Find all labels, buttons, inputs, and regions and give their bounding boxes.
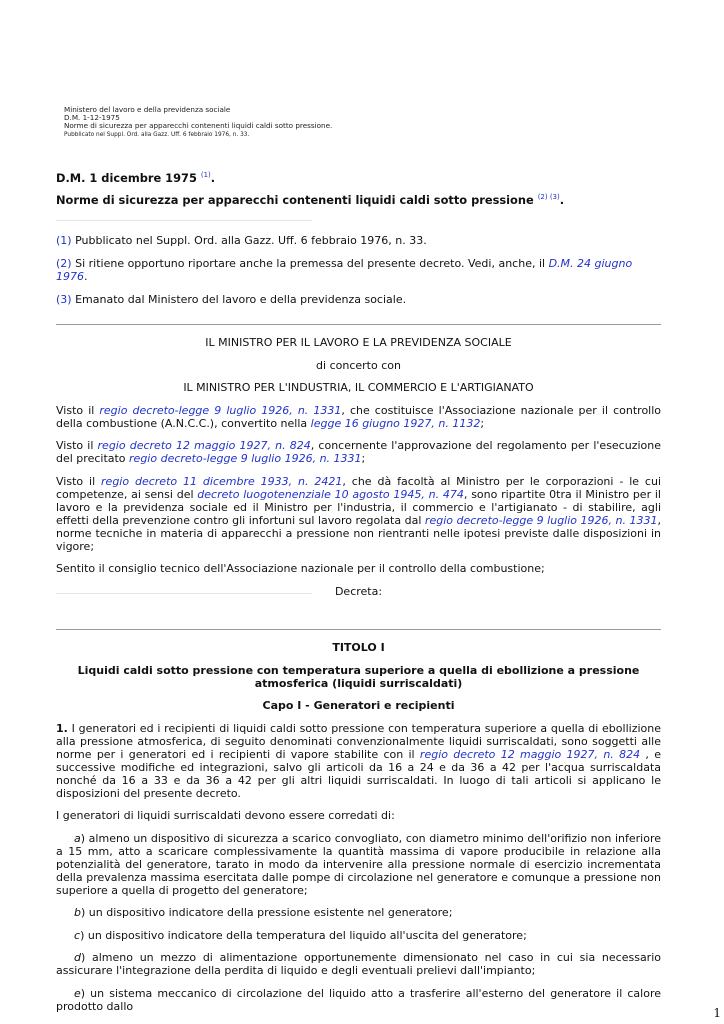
law-link[interactable]: regio decreto-legge 9 luglio 1926, n. 1331	[424, 513, 658, 527]
law-link[interactable]: decreto luogotenenziale 10 agosto 1945, n. 474	[197, 487, 464, 501]
header-ministry: Ministero del lavoro e della previdenza sociale	[64, 105, 231, 114]
divider	[56, 324, 661, 325]
titolo-section	[56, 641, 661, 1022]
law-link[interactable]: regio decreto-legge 9 luglio 1926, n. 1331	[129, 452, 362, 465]
visto-paragraph: Visto il regio decreto 12 maggio 1927, n. 824, concernente l'approvazione del regolamento per l'esecuzione del precitato regio decreto-legge 9 luglio 1926, n. 1331;	[56, 439, 662, 465]
header-subject: Norme di sicurezza per apparecchi contenenti liquidi caldi sotto pressione.	[64, 121, 333, 131]
footnote-ref[interactable]: (1)	[200, 171, 211, 179]
footnote-ref[interactable]: (2) (3)	[537, 193, 560, 201]
list-item: d) almeno un mezzo di alimentazione opportunemente dimensionato nel caso in cui sia necessario assicurare l'integrazione della perdita di liquido e degli eventuali prelievi dall'impianto;	[56, 951, 661, 977]
divider	[56, 593, 312, 594]
visto-paragraph: Visto il regio decreto 11 dicembre 1933, n. 2421, che dà facoltà al Ministro per le corporazioni - le cui competenze, ai sensi del decreto luogotenenziale 10 agosto 1945, n. 474, sono ripartite 0tra il Ministro per il lavoro e la previdenza sociale ed il Ministro per l'industria, il commercio e l'artigianato - di stabilire, agli effetti della prevenzione contro gli infortuni sul lavoro regolata dal regio decreto-legge 9 luglio 1926, n. 1331, norme tecniche in materia di apparecchi a pressione non rientranti nelle ipotesi previste dalle disposizioni in vigore;	[56, 474, 662, 553]
law-link[interactable]: legge 16 giugno 1927, n. 1132	[310, 416, 481, 430]
sentito-paragraph: Sentito il consiglio tecnico dell'Associazione nazionale per il controllo della combustione;	[56, 562, 545, 575]
law-link[interactable]: regio decreto 11 dicembre 1933, n. 2421	[101, 474, 343, 488]
footnotes	[56, 234, 661, 316]
page-number: 1	[713, 1006, 721, 1020]
visto-paragraph: Visto il regio decreto-legge 9 luglio 1926, n. 1331, che costituisce l'Associazione nazionale per il controllo della combustione (A.N.C.C.), convertito nella legge 16 giugno 1927, n. 1132;	[56, 403, 662, 430]
footnote-2: (2) Si ritiene opportuno riportare anche la premessa del presente decreto. Vedi, anche, il D.M. 24 giugno 1976.	[56, 257, 633, 283]
list-item: b) un dispositivo indicatore della pressione esistente nel generatore;	[74, 906, 453, 919]
titolo-subtitle: Liquidi caldi sotto pressione con temperatura superiore a quella di ebollizione a pressione atmosferica (liquidi surriscaldati)	[77, 663, 640, 690]
article-number: 1.	[56, 721, 68, 735]
minister-heading: IL MINISTRO PER L'INDUSTRIA, IL COMMERCIO E L'ARTIGIANATO	[183, 381, 534, 394]
divider	[56, 629, 661, 630]
document-header	[64, 106, 332, 139]
preamble	[56, 336, 661, 607]
capo-heading: Capo I - Generatori e recipienti	[262, 699, 455, 712]
footnote-1: (1) Pubblicato nel Suppl. Ord. alla Gazz. Uff. 6 febbraio 1976, n. 33.	[56, 234, 427, 247]
law-link[interactable]: regio decreto-legge 9 luglio 1926, n. 1331	[99, 403, 342, 417]
header-publication: Pubblicato nel Suppl. Ord. alla Gazz. Uff. 6 febbraio 1976, n. 33.	[64, 131, 250, 138]
minister-heading: IL MINISTRO PER IL LAVORO E LA PREVIDENZA SOCIALE	[205, 336, 512, 349]
header-decree-code: D.M. 1-12-1975	[64, 113, 120, 123]
list-item: a) almeno un dispositivo di sicurezza a scarico convogliato, con diametro minimo dell'orifizio non inferiore a 15 mm, atto a scaricare complessivamente la quantità massima di vapore producibile in relazione alla potenzialità del generatore, tarato in modo da intervenire alla pressione normale di esercizio incrementata della prevalenza massima esercitata dalle pompe di circolazione nel generatore e comunque a pressione non superiore a quella di progetto del generatore;	[56, 831, 661, 897]
law-link[interactable]: regio decreto 12 maggio 1927, n. 824	[419, 747, 641, 761]
decree-subject: Norme di sicurezza per apparecchi contenenti liquidi caldi sotto pressione $^{(2) (3)}$.	[56, 193, 565, 207]
link-dm-24-giugno-1976[interactable]: D.M. 24 giugno 1976	[56, 257, 633, 283]
decreta-text: Decreta:	[334, 584, 383, 598]
footnote-3: (3) Emanato dal Ministero del lavoro e della previdenza sociale.	[56, 293, 407, 306]
list-item: c) un dispositivo indicatore della temperatura del liquido all'uscita del generatore;	[74, 928, 527, 942]
article-1: 1. I generatori ed i recipienti di liquidi caldi sotto pressione con temperatura superiore a quella di ebollizione alla pressione atmosferica, di seguito denominati convenzionalmente liquidi surriscaldati, sono soggetti alle norme per i generatori ed i recipienti di vapore stabilite con il regio decreto 12 maggio 1927, n. 824 , e successive modifiche ed integrazioni, salvo gli articoli da 16 a 24 e da 36 a 42 per l'acqua surriscaldata nonché da 16 a 33 e da 36 a 42 per gli altri liquidi surriscaldati. In luogo di tali articoli si applicano le disposizioni del presente decreto.	[56, 721, 661, 800]
concert-text: di concerto con	[316, 358, 401, 372]
article-intro: I generatori di liquidi surriscaldati devono essere corredati di:	[56, 809, 395, 822]
titolo-heading: TITOLO I	[332, 641, 385, 654]
law-link[interactable]: regio decreto 12 maggio 1927, n. 824	[97, 439, 311, 452]
list-item: e) un sistema meccanico di circolazione del liquido atto a trasferire all'esterno del generatore il calore prodotto dallo	[56, 986, 661, 1013]
decree-title: D.M. 1 dicembre 1975 $^{(1)}$.	[56, 171, 216, 185]
divider	[56, 220, 312, 221]
